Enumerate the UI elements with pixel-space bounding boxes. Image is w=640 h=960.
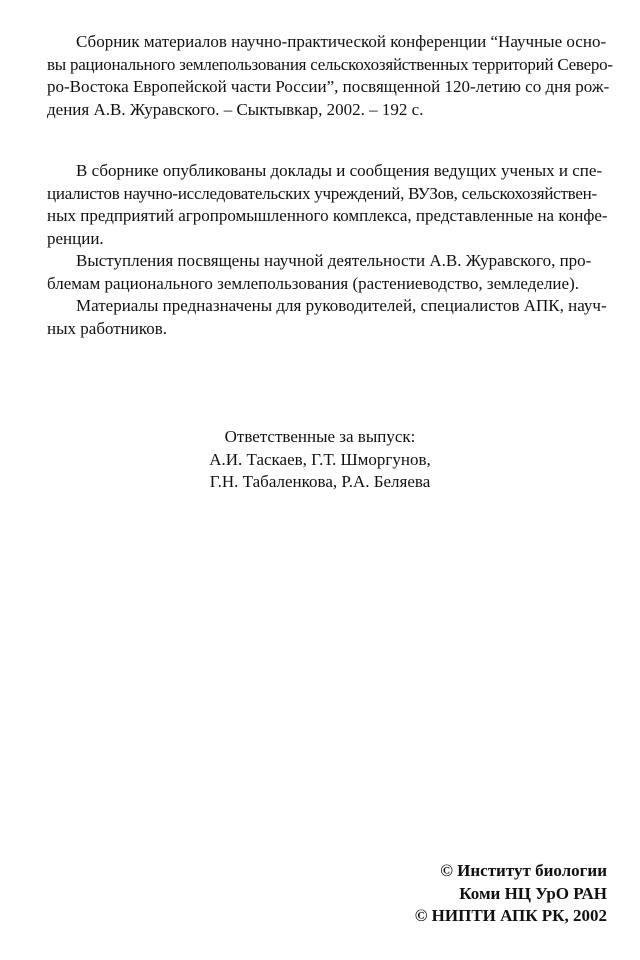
abstract-p1-line-3: ных предприятий агропромышленного комплекса, представленные на конфе- — [47, 206, 608, 225]
copyright-line-2: Коми НЦ УрО РАН — [459, 883, 607, 903]
copyright-line-3: © НИПТИ АПК РК, 2002 — [414, 906, 607, 925]
citation-line-4: дения А.В. Журавского. – Сыктывкар, 2002. – 192 с. — [47, 99, 424, 119]
copyright-line-1: © Институт биологии — [440, 861, 607, 880]
abstract-p1-line-2: циалистов научно-исследовательских учреждений, ВУЗов, сельскохозяйствен- — [47, 183, 597, 203]
abstract-p2-line-2: блемам рационального землепользования (растениеводство, земледелие). — [47, 273, 579, 293]
abstract-p3-line-1: Материалы предназначены для руководителей, специалистов АПК, науч- — [76, 296, 607, 315]
abstract-p1-line-1: В сборнике опубликованы доклады и сообщения ведущих ученых и спе- — [76, 161, 603, 180]
abstract-paragraph-2 — [0, 250, 640, 295]
citation-line-1: Сборник материалов научно-практической конференции “Научные осно- — [76, 32, 607, 51]
copyright-block — [347, 860, 607, 928]
abstract-paragraph-1 — [0, 160, 640, 250]
responsible-heading: Ответственные за выпуск: — [224, 427, 416, 446]
responsible-names-line-2: Г.Н. Табаленкова, Р.А. Беляева — [209, 472, 431, 491]
responsible-names-line-1: А.И. Таскаев, Г.Т. Шморгунов, — [209, 449, 431, 469]
citation-line-2: вы рационального землепользования сельскохозяйственных территорий Северо- — [47, 54, 613, 74]
abstract-p3-line-2: ных работников. — [47, 318, 168, 338]
responsible-block — [0, 426, 640, 494]
abstract-p2-line-1: Выступления посвящены научной деятельности А.В. Журавского, про- — [76, 251, 592, 270]
citation-block — [0, 31, 640, 121]
citation-line-3: ро-Востока Европейской части России”, посвященной 120-летию со дня рож- — [47, 77, 610, 96]
abstract-paragraph-3 — [0, 295, 640, 340]
abstract-p1-line-4: ренции. — [47, 228, 104, 248]
